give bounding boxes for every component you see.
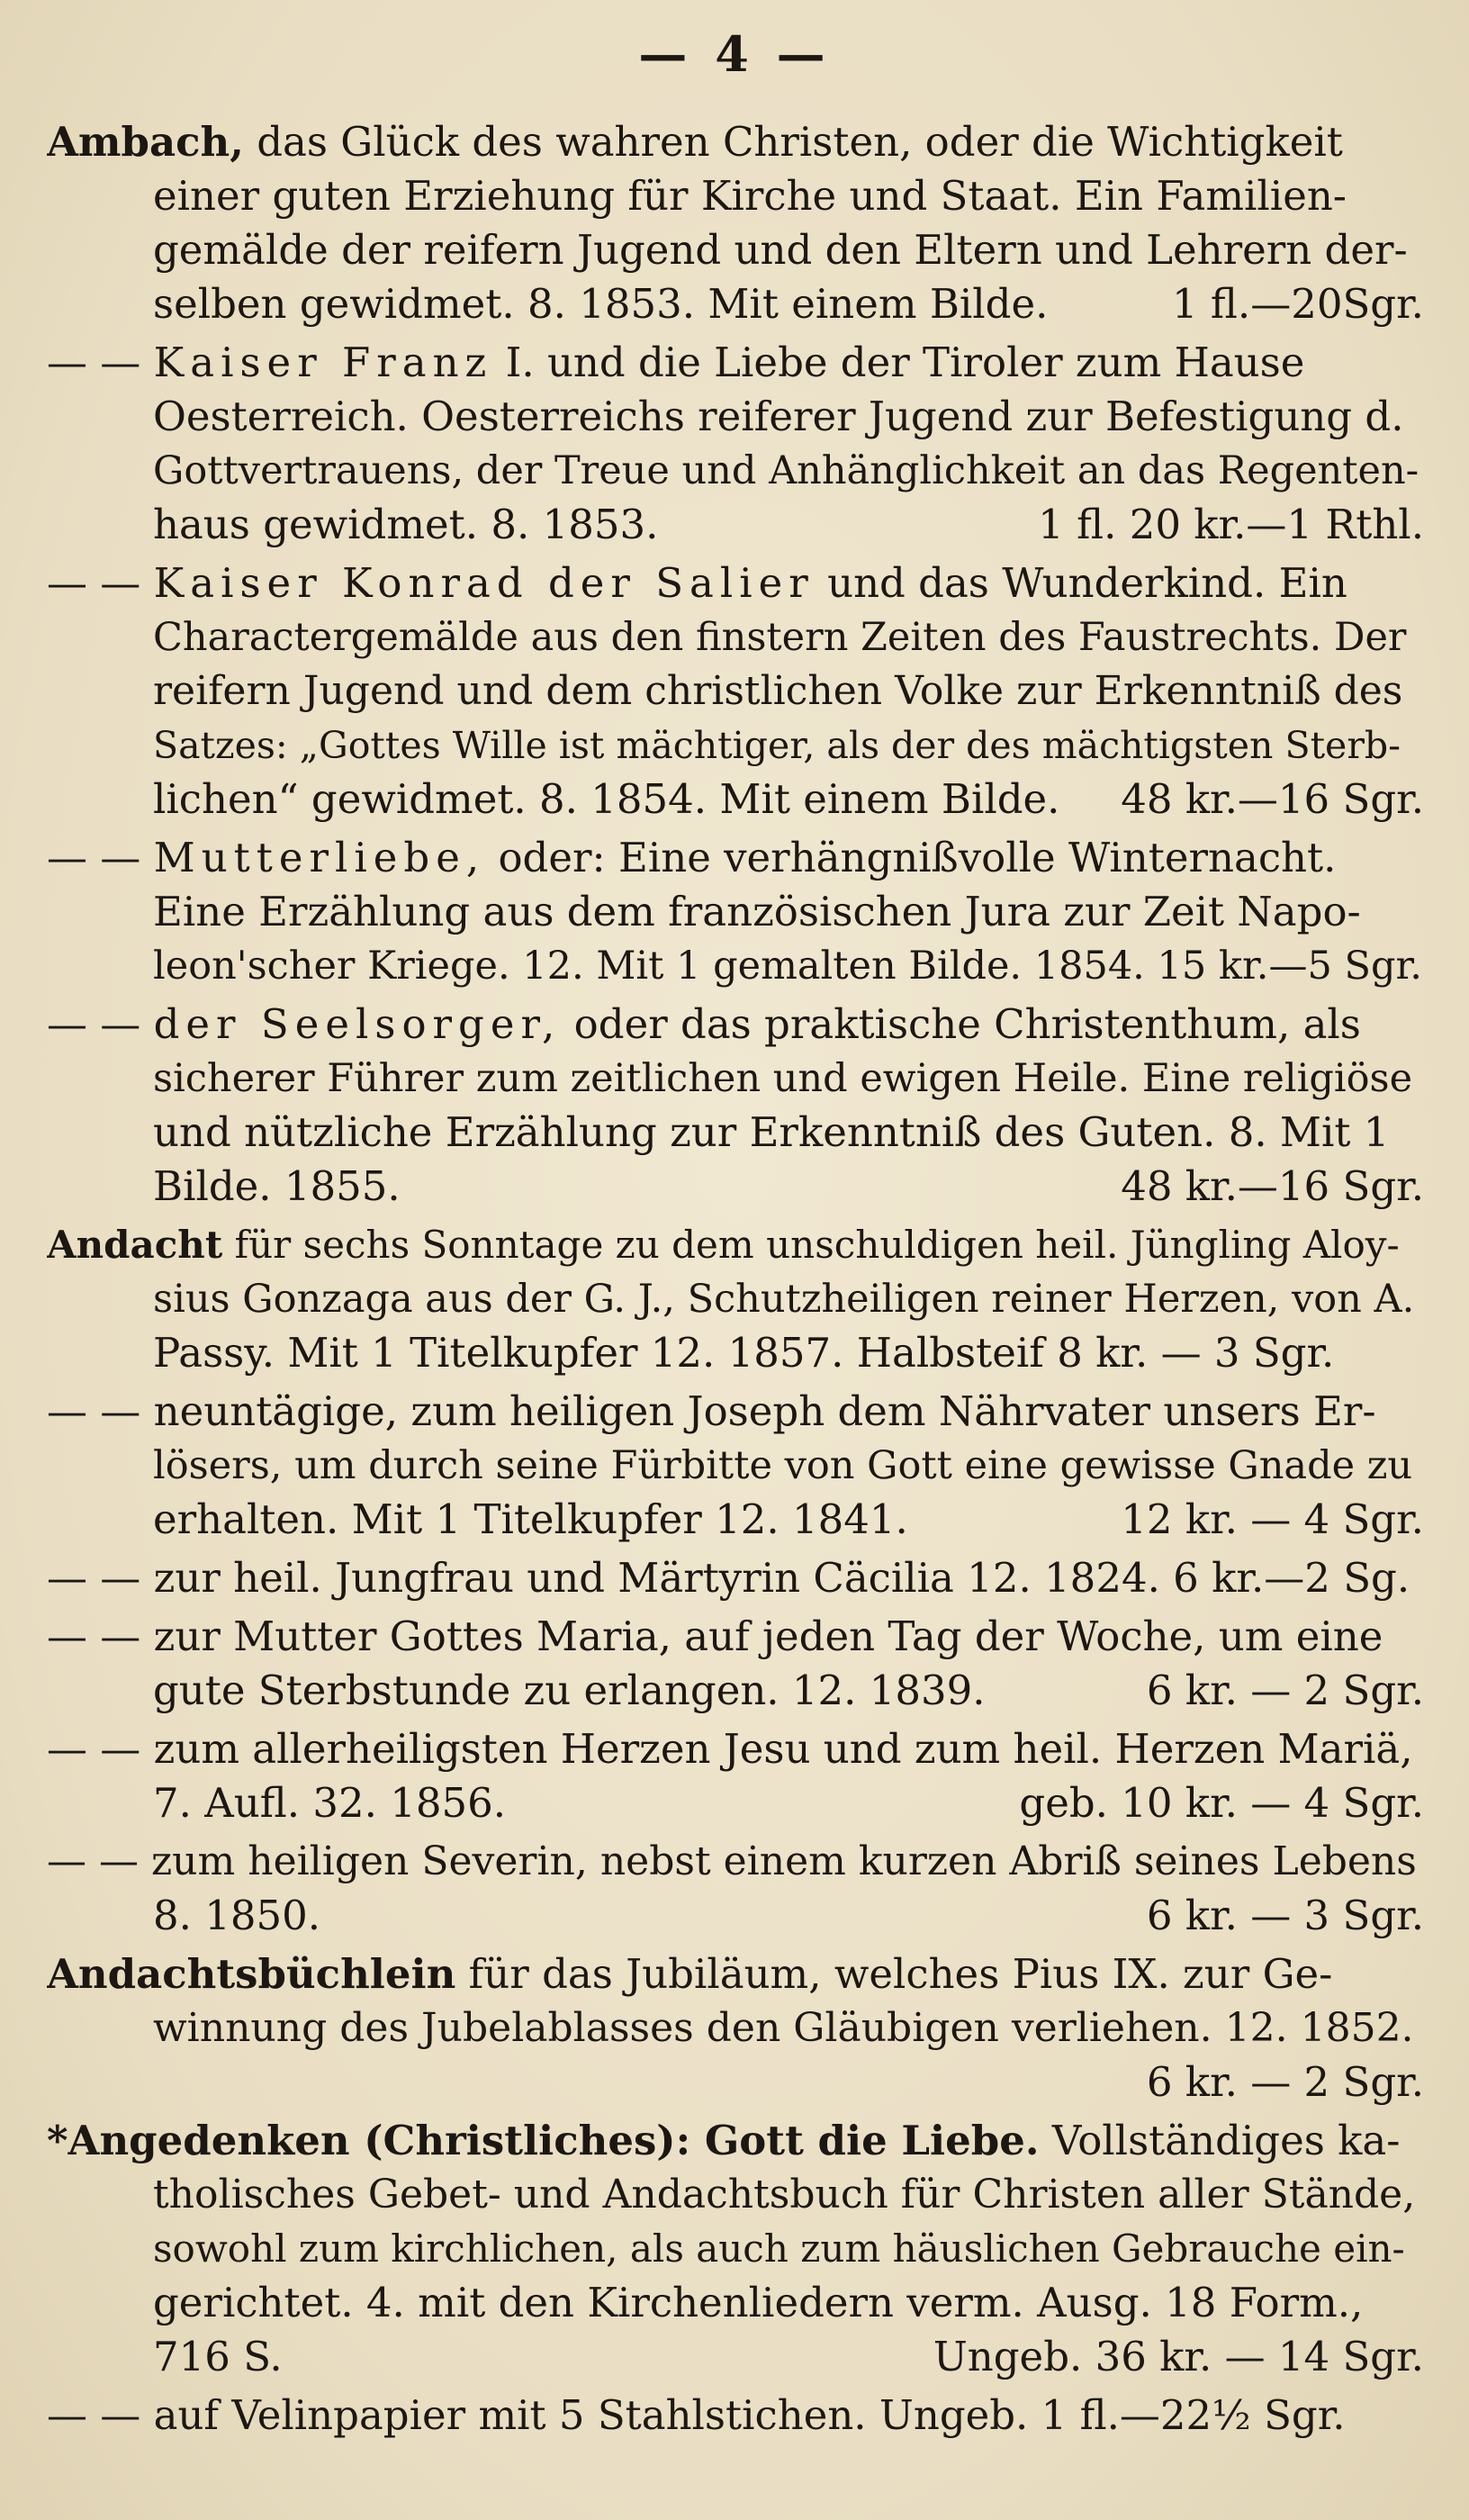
- entry-line: [47, 1272, 1424, 1326]
- entry-text: zum allerheiligsten Herzen Jesu und zum heil. Herzen Mariä,: [153, 1725, 1413, 1773]
- catalog-entry: [47, 1835, 1424, 1943]
- line-text: [153, 1056, 1412, 1101]
- catalog-entry: [47, 831, 1424, 993]
- entry-line: [47, 2055, 1424, 2109]
- entry-text: gerichtet. 4. mit den Kirchenliedern verm. Ausg. 18 Form.,: [153, 2279, 1364, 2326]
- ditto-dash: — —: [47, 1838, 139, 1884]
- line-text: [47, 1000, 1361, 1048]
- price: Ungeb. 36 kr. — 14 Sgr.: [933, 2333, 1424, 2380]
- price: 48 kr.—16 Sgr.: [1121, 1162, 1424, 1210]
- entry-line: [47, 1722, 1424, 1776]
- line-text: [47, 834, 1336, 881]
- ditto-dash: — —: [47, 2391, 141, 2439]
- line-text: [153, 2279, 1363, 2326]
- line-text: [153, 1160, 401, 1214]
- entry-line: [47, 939, 1424, 993]
- catalog-entry: [47, 1722, 1424, 1830]
- line-text: [153, 393, 1404, 440]
- entry-line: [47, 1664, 1424, 1718]
- entry-line: [47, 277, 1424, 331]
- entry-text: 7. Aufl. 32. 1856.: [153, 1779, 507, 1827]
- entry-line: [47, 1326, 1424, 1380]
- price: 12 kr. — 4 Sgr.: [1121, 1495, 1424, 1543]
- entry-text: haus gewidmet. 8. 1853.: [153, 501, 659, 548]
- entry-text: 716 S.: [153, 2333, 283, 2380]
- line-text: [153, 277, 1048, 331]
- entry-text: lösers, um durch seine Fürbitte von Gott eine gewisse Gnade zu: [153, 1443, 1413, 1488]
- line-text: [47, 1838, 1417, 1884]
- entry-text: Bilde. 1855.: [153, 1162, 401, 1210]
- entry-text: gute Sterbstunde zu erlangen. 12. 1839.: [153, 1666, 986, 1714]
- entry-text: und nützliche Erzählung zur Erkenntniß des Guten. 8. Mit 1: [153, 1108, 1390, 1156]
- entry-text: und das Wunderkind. Ein: [814, 559, 1347, 607]
- line-text: [153, 772, 1059, 826]
- entry-line: [47, 1551, 1424, 1605]
- entry-text: lichen“ gewidmet. 8. 1854. Mit einem Bilde.: [153, 775, 1060, 823]
- entry-text: tholisches Gebet- und Andachtsbuch für Christen aller Stände,: [153, 2172, 1416, 2217]
- price: 6 kr. — 3 Sgr.: [1146, 1892, 1424, 1939]
- line-text: [153, 668, 1402, 714]
- ditto-dash: — —: [47, 1612, 141, 1660]
- entry-text: neuntägige, zum heiligen Joseph dem Nährvater unsers Er-: [153, 1387, 1376, 1435]
- entry-title-spaced: Kaiser Franz: [153, 339, 493, 386]
- entry-text: sicherer Führer zum zeitlichen und ewigen Heile. Eine religiöse: [153, 1056, 1413, 1101]
- entry-line: [47, 1106, 1424, 1160]
- line-text: [153, 448, 1419, 493]
- price: 6 kr. — 2 Sgr.: [1146, 1666, 1424, 1714]
- entry-line: [47, 2330, 1424, 2384]
- ditto-dash: — —: [47, 1725, 141, 1773]
- ditto-dash: — —: [47, 1387, 141, 1435]
- line-text: [153, 498, 658, 552]
- entry-line: [47, 1947, 1424, 2001]
- entry-text: Oesterreich. Oesterreichs reiferer Jugend zur Befestigung d.: [153, 393, 1404, 440]
- entry-text: winnung des Jubelablasses den Gläubigen verliehen. 12. 1852.: [153, 2005, 1414, 2051]
- entry-line: [47, 1835, 1424, 1889]
- entry-line: [47, 772, 1424, 826]
- entry-text: zum heiligen Severin, nebst einem kurzen Abriß seines Lebens: [151, 1838, 1417, 1884]
- entry-line: [47, 115, 1424, 169]
- ditto-dash: — —: [47, 834, 141, 881]
- catalog-entries: [47, 115, 1424, 2447]
- entry-line: [47, 1385, 1424, 1439]
- entry-line: [47, 610, 1424, 664]
- entry-text: für sechs Sonntage zu dem unschuldigen heil. Jüngling Aloy-: [222, 1223, 1400, 1267]
- entry-line: [47, 2114, 1424, 2168]
- entry-text: Charactergemälde aus den finstern Zeiten des Faustrechts. Der: [153, 615, 1407, 660]
- entry-line: [47, 2276, 1424, 2330]
- line-text: [47, 559, 1347, 607]
- entry-line: [47, 336, 1424, 390]
- entry-keyword: Ambach,: [47, 118, 244, 166]
- line-text: [153, 1664, 986, 1718]
- line-text: [47, 1387, 1376, 1435]
- entry-text: sius Gonzaga aus der G. J., Schutzheiligen reiner Herzen, von A.: [153, 1277, 1415, 1322]
- entry-text: Gottvertrauens, der Treue und Anhänglichkeit an das Regenten-: [153, 448, 1419, 493]
- entry-line: [47, 223, 1424, 277]
- line-text: [153, 944, 1422, 989]
- line-text: [153, 1493, 908, 1547]
- entry-line: [47, 2001, 1424, 2055]
- catalog-entry: [47, 2114, 1424, 2384]
- entry-text: I. und die Liebe der Tiroler zum Hause: [492, 339, 1305, 386]
- ditto-dash: — —: [47, 339, 141, 386]
- entry-text: zur heil. Jungfrau und Märtyrin Cäcilia 12. 1824. 6 kr.—2 Sg.: [153, 1554, 1410, 1602]
- entry-line: [47, 664, 1424, 718]
- price: 1 fl. 20 kr.—1 Rthl.: [1038, 501, 1424, 548]
- line-text: [47, 1223, 1400, 1267]
- line-text: [47, 118, 1343, 166]
- line-text: [153, 2226, 1405, 2271]
- line-text: [47, 1725, 1413, 1773]
- catalog-entry: [47, 1610, 1424, 1718]
- catalog-entry: [47, 1218, 1424, 1380]
- entry-text: sowohl zum kirchlichen, als auch zum häuslichen Gebrauche ein-: [153, 2226, 1405, 2271]
- entry-line: [47, 2222, 1424, 2276]
- entry-line: [47, 169, 1424, 223]
- line-text: [153, 2330, 283, 2384]
- entry-line: [47, 1776, 1424, 1830]
- catalog-entry: [47, 556, 1424, 826]
- line-text: [153, 615, 1406, 660]
- line-text: [153, 2005, 1414, 2051]
- entry-line: [47, 998, 1424, 1052]
- line-text: [153, 1277, 1414, 1322]
- entry-title-spaced: Mutterliebe,: [153, 834, 486, 881]
- entry-text: oder das praktische Christenthum, als: [561, 1000, 1361, 1048]
- entry-line: [47, 1160, 1424, 1214]
- catalog-entry: [47, 1551, 1424, 1605]
- entry-text: erhalten. Mit 1 Titelkupfer 12. 1841.: [153, 1495, 908, 1543]
- entry-line: [47, 1889, 1424, 1943]
- line-text: [47, 2391, 1346, 2439]
- catalog-entry: [47, 998, 1424, 1214]
- entry-line: [47, 718, 1424, 772]
- catalog-entry: [47, 336, 1424, 552]
- line-text: [153, 1443, 1412, 1488]
- entry-text: Satzes: „Gottes Wille ist mächtiger, als der des mächtigsten Sterb-: [153, 724, 1401, 767]
- entry-text: einer guten Erziehung für Kirche und Staat. Ein Familien-: [153, 172, 1347, 220]
- line-text: [153, 1329, 1334, 1377]
- catalog-entry: [47, 2389, 1424, 2443]
- line-text: [47, 1554, 1410, 1602]
- entry-title-spaced: Kaiser Konrad der Salier: [153, 559, 815, 607]
- entry-text: reifern Jugend und dem christlichen Volke zur Erkenntniß des: [153, 668, 1403, 714]
- entry-text: zur Mutter Gottes Maria, auf jeden Tag der Woche, um eine: [153, 1612, 1383, 1660]
- ditto-dash: — —: [47, 1000, 141, 1048]
- ditto-dash: — —: [47, 559, 141, 607]
- line-text: [153, 1108, 1389, 1156]
- entry-line: [47, 2168, 1424, 2222]
- entry-line: [47, 1052, 1424, 1106]
- price: 48 kr.—16 Sgr.: [1121, 775, 1424, 823]
- line-text: [153, 1776, 506, 1830]
- entry-line: [47, 2389, 1424, 2443]
- line-text: [47, 1612, 1383, 1660]
- entry-text: gemälde der reifern Jugend und den Eltern und Lehrern der-: [153, 226, 1408, 274]
- line-text: [153, 724, 1401, 767]
- line-text: [153, 2172, 1415, 2217]
- entry-line: [47, 444, 1424, 498]
- entry-line: [47, 390, 1424, 444]
- entry-text: Eine Erzählung aus dem französischen Jura zur Zeit Napo-: [153, 888, 1361, 935]
- line-text: [153, 226, 1408, 274]
- entry-title-spaced: der Seelsorger,: [153, 1000, 562, 1048]
- catalog-entry: [47, 1947, 1424, 2109]
- entry-line: [47, 1610, 1424, 1664]
- price: 6 kr. — 2 Sgr.: [1146, 2058, 1424, 2106]
- catalog-entry: [47, 1385, 1424, 1547]
- entry-line: [47, 831, 1424, 885]
- entry-text: auf Velinpapier mit 5 Stahlstichen. Ungeb. 1 fl.—22½ Sgr.: [153, 2391, 1346, 2439]
- entry-line: [47, 1218, 1424, 1272]
- entry-keyword: Andachtsbüchlein: [47, 1950, 456, 1998]
- entry-line: [47, 1439, 1424, 1493]
- entry-text: oder: Eine verhängnißvolle Winternacht.: [485, 834, 1337, 881]
- entry-text: selben gewidmet. 8. 1853. Mit einem Bilde.: [153, 280, 1049, 328]
- catalog-entry: [47, 115, 1424, 331]
- line-text: [47, 2117, 1400, 2164]
- entry-text: Vollständiges ka-: [1039, 2117, 1401, 2164]
- entry-keyword: Andacht: [47, 1223, 223, 1267]
- line-text: [47, 339, 1304, 386]
- line-text: [153, 172, 1347, 220]
- line-text: [153, 1889, 320, 1943]
- entry-text: 8. 1850.: [153, 1892, 321, 1939]
- entry-text: für das Jubiläum, welches Pius IX. zur Ge-: [455, 1950, 1333, 1998]
- entry-line: [47, 885, 1424, 939]
- entry-text: leon'scher Kriege. 12. Mit 1 gemalten Bilde. 1854. 15 kr.—5 Sgr.: [153, 944, 1422, 989]
- line-text: [47, 1950, 1332, 1998]
- entry-text: Passy. Mit 1 Titelkupfer 12. 1857. Halbsteif 8 kr. — 3 Sgr.: [153, 1329, 1335, 1377]
- entry-keyword: *Angedenken (Christliches): Gott die Liebe.: [47, 2117, 1040, 2164]
- price: geb. 10 kr. — 4 Sgr.: [1019, 1779, 1424, 1827]
- entry-text: das Glück des wahren Christen, oder die Wichtigkeit: [243, 118, 1343, 166]
- entry-line: [47, 1493, 1424, 1547]
- line-text: [153, 888, 1361, 935]
- entry-line: [47, 556, 1424, 610]
- ditto-dash: — —: [47, 1554, 141, 1602]
- page-number: — 4 —: [638, 25, 831, 83]
- price: 1 fl.—20Sgr.: [1171, 280, 1424, 328]
- entry-line: [47, 498, 1424, 552]
